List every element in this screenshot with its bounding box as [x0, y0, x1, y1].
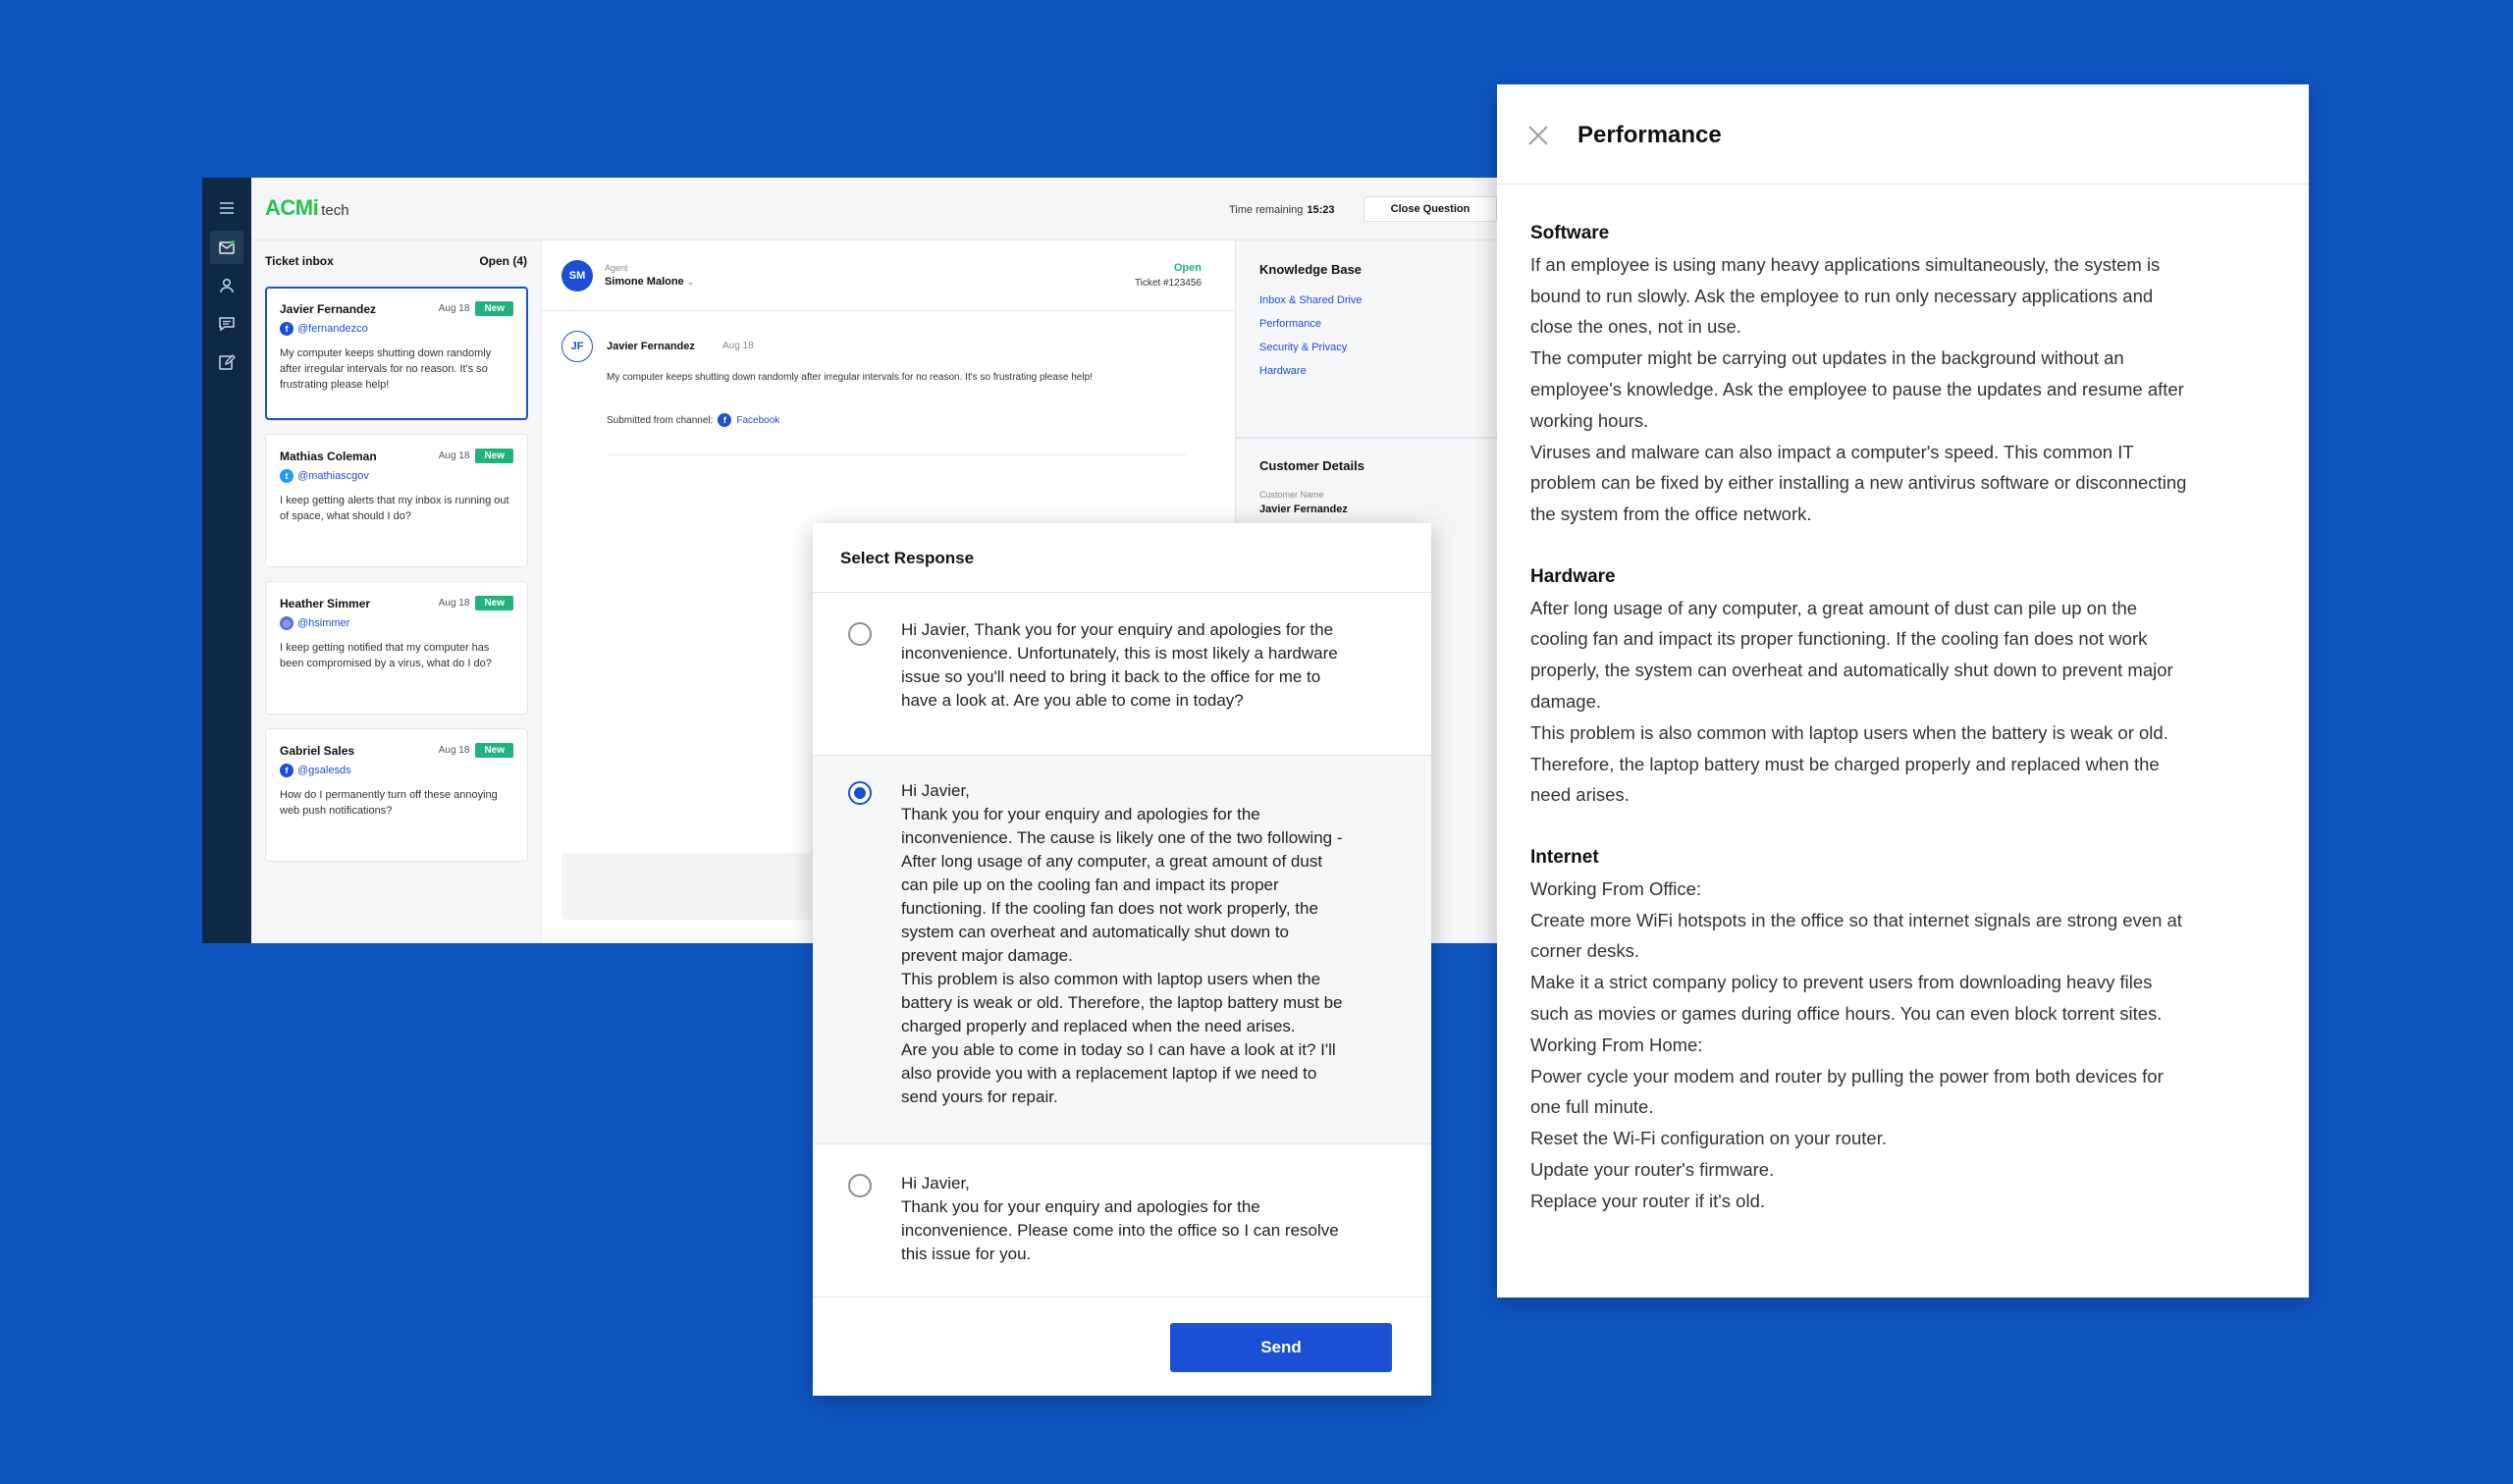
article-line: Make it a strict company policy to prevent users from downloading heavy files — [1530, 972, 2153, 993]
agent-selector[interactable]: Simone Malone ⌄ — [605, 276, 695, 288]
acmi-logo: ACMi tech — [265, 195, 349, 220]
article-line: bound to run slowly. Ask the employee to run only necessary applications and — [1530, 285, 2154, 306]
article-line: Working From Office: — [1530, 877, 1702, 899]
customer-avatar: JF — [561, 331, 593, 362]
article-line: Viruses and malware can also impact a computer's speed. This common IT — [1530, 441, 2134, 462]
section-software: Software If an employee is using many heavy applications simultaneously, the system is bound to run slowly. Ask the employee to run only necessary applications and close the ones, not in use. The computer might be carrying out updates in the background without an employee's knowledge. Ask the employee to pause the updates and resume after working hours. Viruses and malware can also impact a computer's speed. This common IT problem can be fixed by either installing a new antivirus software or disconnecting the system from the office network. — [1530, 218, 2276, 530]
message-body: My computer keeps shutting down randomly after irregular intervals for no reason. It's so frustrating please help! — [607, 372, 1093, 383]
article-line: employee's knowledge. Ask the employee to pause the updates and resume after — [1530, 378, 2184, 399]
radio-button[interactable] — [848, 622, 872, 646]
divider — [1497, 184, 2309, 185]
status-badge: New — [475, 449, 513, 463]
submitted-channel: Submitted from channel: f Facebook — [607, 414, 780, 426]
nav-rail — [202, 178, 251, 943]
twitter-icon: t — [280, 469, 294, 483]
time-remaining: Time remaining 15:23 — [1229, 204, 1335, 216]
facebook-icon: f — [280, 764, 294, 777]
menu-icon[interactable] — [215, 196, 239, 220]
section-internet: Internet Working From Office: Create more WiFi hotspots in the office so that internet signals are strong even at corner desks. Make it a strict company policy to prevent users from downloading heavy files such as movies or games during office hours. You can even block torrent sites. Working From Home: Power cycle your modem and router by pulling the power from both devices for one full minute. Reset the Wi-Fi configuration on your router. Update your router's firmware. Replace your router if it's old. — [1530, 842, 2276, 1217]
ticket-card[interactable]: Javier Fernandez Aug 18 New f @fernandezco My computer keeps shutting down randomly after irregular intervals for no reason. It's so frustrating please help! — [265, 287, 528, 420]
ticket-card[interactable]: Mathias Coleman Aug 18 New t @mathiascgov I keep getting alerts that my inbox is running out of space, what should I do? — [265, 434, 528, 567]
article-line: Power cycle your modem and router by pulling the power from both devices for — [1530, 1065, 2164, 1086]
divider — [607, 454, 1186, 455]
instagram-icon: ◎ — [280, 616, 294, 630]
ticket-number: Ticket #123456 — [1134, 278, 1202, 289]
article-line: The computer might be carrying out updates in the background without an — [1530, 347, 2124, 369]
article-line: such as movies or games during office hours. You can even block torrent sites. — [1530, 1002, 2163, 1024]
inbox-header: Ticket inbox Open (4) — [265, 254, 527, 268]
article-line: Reset the Wi-Fi configuration on your router. — [1530, 1128, 1887, 1149]
article-line: Create more WiFi hotspots in the office so that internet signals are strong even at — [1530, 909, 2182, 930]
response-option-2[interactable]: Hi Javier, Thank you for your enquiry and apologies for the inconvenience. The cause is likely one of the two following - After long usage of any computer, a great amount of dust can pile up on the cooling fan and impact its proper functioning. If the cooling fan does not work properly, the system can overheat and automatically shut down to prevent major damage. This problem is also common with laptop users when the battery is weak or old. Therefore, the laptop battery must be charged properly and replaced when the need arises. Are you able to come in today so I can have a look at it? I'll also provide you with a replacement laptop if we need to send yours for repair. — [813, 756, 1431, 1143]
section-hardware: Hardware After long usage of any computer, a great amount of dust can pile up on the cooling fan and impact its proper functioning. If the cooling fan does not work properly, the system can overheat and automatically shut down to prevent major damage. This problem is also common with laptop users when the battery is weak or old. Therefore, the laptop battery must be charged properly and replaced when the need arises. — [1530, 561, 2276, 811]
article-line: corner desks. — [1530, 940, 1640, 962]
chevron-down-icon: ⌄ — [686, 277, 695, 287]
article-line: damage. — [1530, 690, 1601, 712]
article-line: This problem is also common with laptop users when the battery is weak or old. — [1530, 721, 2168, 743]
article-line: If an employee is using many heavy applications simultaneously, the system is — [1530, 253, 2161, 275]
response-option-1[interactable]: Hi Javier, Thank you for your enquiry and apologies for the inconvenience. Unfortunately, this is most likely a hardware issue so you'll need to bring it back to the office for me to have a look at. Are you able to come in today? — [813, 593, 1431, 755]
top-bar — [251, 178, 1497, 240]
modal-footer — [813, 1297, 1431, 1396]
ticket-card[interactable]: Heather Simmer Aug 18 New ◎ @hsimmer I keep getting notified that my computer has been compromised by a virus, what do I do? — [265, 581, 528, 715]
customer-name: Javier Fernandez — [607, 341, 695, 352]
user-icon[interactable] — [215, 274, 239, 297]
kb-link-security-privacy[interactable]: Security & Privacy — [1259, 342, 1348, 353]
status-open: Open — [1173, 262, 1202, 274]
modal-title: Select Response — [840, 549, 975, 567]
ticket-card[interactable]: Gabriel Sales Aug 18 New f @gsalesds How do I permanently turn off these annoying web push notifications? — [265, 728, 528, 862]
ticket-inbox — [251, 240, 542, 943]
facebook-icon: f — [280, 322, 294, 336]
chat-icon[interactable] — [215, 312, 239, 336]
article-line: working hours. — [1530, 409, 1649, 431]
inbox-icon[interactable] — [210, 231, 243, 264]
status-badge: New — [475, 301, 513, 316]
open-count: Open (4) — [479, 254, 527, 268]
knowledge-base-panel: Knowledge Base Inbox & Shared Drive Performance Security & Privacy Hardware Customer Details Customer Name Javier Fernandez — [1235, 240, 1497, 943]
article-line: properly, the system can overheat and automatically shut down to prevent major — [1530, 660, 2173, 681]
article-line: close the ones, not in use. — [1530, 316, 1741, 338]
kb-link-performance[interactable]: Performance — [1259, 318, 1321, 330]
article-line: need arises. — [1530, 784, 1630, 806]
facebook-icon: f — [718, 413, 731, 427]
article-line: cooling fan and impact its proper functioning. If the cooling fan does not work — [1530, 628, 2148, 650]
article-line: the system from the office network. — [1530, 504, 1812, 525]
edit-icon[interactable] — [215, 350, 239, 374]
kb-link-hardware[interactable]: Hardware — [1259, 365, 1307, 377]
status-badge: New — [475, 596, 513, 610]
article-line: Working From Home: — [1530, 1034, 1703, 1055]
status-badge: New — [475, 743, 513, 758]
article-line: Replace your router if it's old. — [1530, 1190, 1766, 1211]
performance-article-panel — [1497, 84, 2309, 1298]
article-line: problem can be fixed by either installing a new antivirus software or disconnecting — [1530, 472, 2187, 494]
conversation-header: SM Agent Simone Malone ⌄ Open Ticket #123456 — [542, 240, 1235, 311]
send-button[interactable]: Send — [1170, 1323, 1392, 1372]
message-date: Aug 18 — [722, 341, 754, 351]
close-icon[interactable] — [1526, 124, 1550, 147]
response-option-3[interactable]: Hi Javier, Thank you for your enquiry and apologies for the inconvenience. Please come into the office so I can resolve this issue for you. — [813, 1144, 1431, 1297]
radio-button[interactable] — [848, 1174, 872, 1197]
select-response-modal — [813, 523, 1431, 1396]
radio-button-selected[interactable] — [848, 781, 872, 805]
article-line: Update your router's firmware. — [1530, 1158, 1775, 1180]
divider — [1236, 437, 1497, 439]
article-line: After long usage of any computer, a great amount of dust can pile up on the — [1530, 597, 2138, 618]
kb-link-inbox-shared-drive[interactable]: Inbox & Shared Drive — [1259, 294, 1363, 306]
article-line: Therefore, the laptop battery must be charged properly and replaced when the — [1530, 753, 2160, 774]
customer-name-value: Javier Fernandez — [1259, 504, 1348, 515]
article-title: Performance — [1577, 122, 1722, 148]
close-question-button[interactable]: Close Question — [1363, 196, 1497, 222]
article-body — [1530, 218, 2276, 1247]
article-line: one full minute. — [1530, 1096, 1654, 1118]
agent-avatar: SM — [561, 260, 593, 292]
